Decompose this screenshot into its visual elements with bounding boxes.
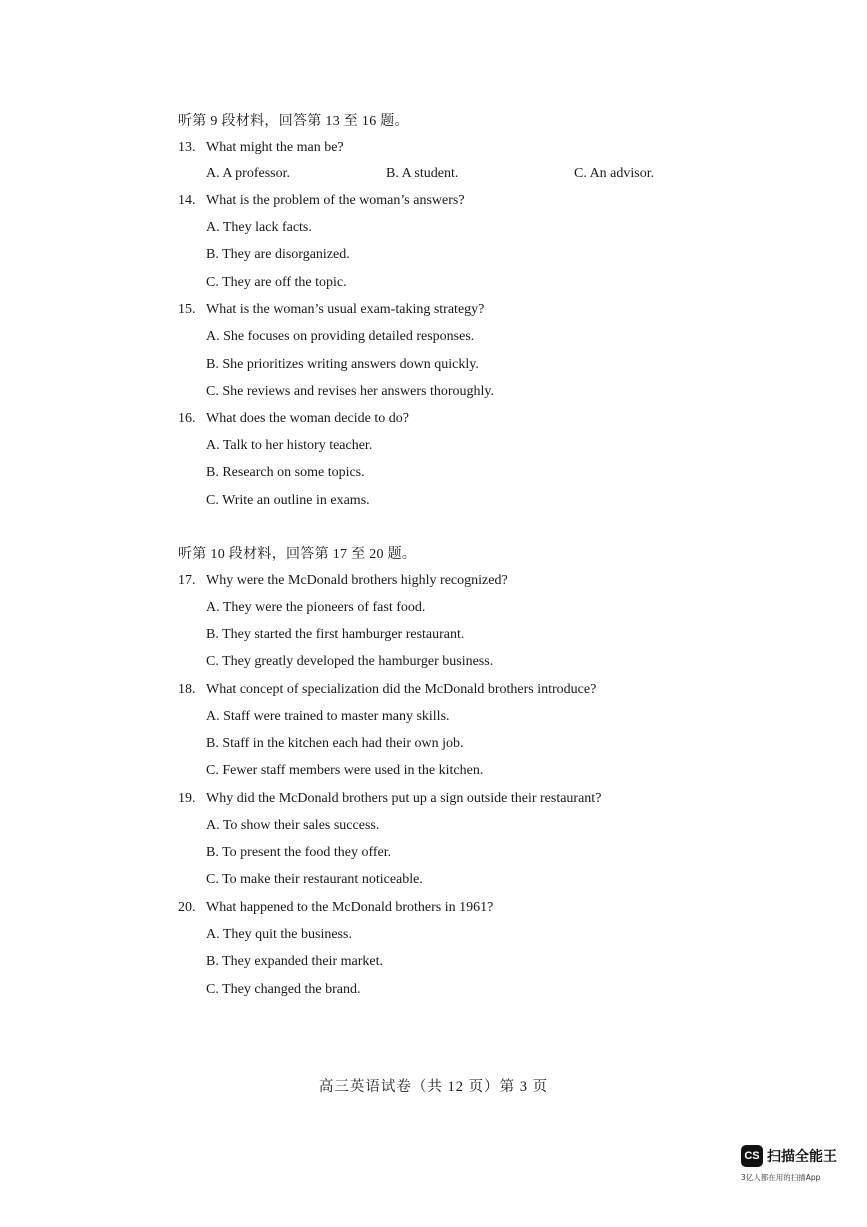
option-c: C. She reviews and revises her answers thoroughly. xyxy=(206,384,494,399)
option-a: A. They lack facts. xyxy=(206,220,312,235)
option-b: B. Staff in the kitchen each had their own job. xyxy=(206,736,464,751)
question-number: 18. xyxy=(178,682,196,697)
option-b: B. She prioritizes writing answers down quickly. xyxy=(206,357,479,372)
question-text: Why were the McDonald brothers highly recognized? xyxy=(206,573,508,588)
option-c: C. To make their restaurant noticeable. xyxy=(206,872,423,887)
option-a: A. They were the pioneers of fast food. xyxy=(206,600,426,615)
question-text: What is the woman’s usual exam-taking strategy? xyxy=(206,302,485,317)
question-number: 19. xyxy=(178,791,196,806)
question-text: What is the problem of the woman’s answers? xyxy=(206,193,465,208)
section-heading: 听第 10 段材料，回答第 17 至 20 题。 xyxy=(178,547,417,562)
option-c: C. Fewer staff members were used in the kitchen. xyxy=(206,763,484,778)
watermark-tagline: 3亿人都在用的扫描App xyxy=(741,1173,821,1182)
question-number: 17. xyxy=(178,573,196,588)
option-b: B. They are disorganized. xyxy=(206,247,350,262)
question-number: 20. xyxy=(178,900,196,915)
question-text: Why did the McDonald brothers put up a sign outside their restaurant? xyxy=(206,791,602,806)
option-a: A. A professor. xyxy=(206,166,290,181)
question-number: 13. xyxy=(178,140,196,155)
option-c: C. An advisor. xyxy=(574,166,655,181)
question-text: What happened to the McDonald brothers in 1961? xyxy=(206,900,494,915)
option-c: C. They greatly developed the hamburger business. xyxy=(206,654,494,669)
question-number: 15. xyxy=(178,302,196,317)
camscanner-logo-icon: CS xyxy=(741,1145,763,1167)
option-b: B. They started the first hamburger restaurant. xyxy=(206,627,465,642)
watermark-app-name: 扫描全能王 xyxy=(767,1149,837,1165)
option-a: A. She focuses on providing detailed responses. xyxy=(206,329,475,344)
question-text: What does the woman decide to do? xyxy=(206,411,409,426)
question-number: 14. xyxy=(178,193,196,208)
option-c: C. They are off the topic. xyxy=(206,275,347,290)
option-b: B. They expanded their market. xyxy=(206,954,384,969)
option-b: B. To present the food they offer. xyxy=(206,845,392,860)
question-text: What concept of specialization did the McDonald brothers introduce? xyxy=(206,682,597,697)
question-number: 16. xyxy=(178,411,196,426)
section-heading: 听第 9 段材料，回答第 13 至 16 题。 xyxy=(178,114,409,129)
option-b: B. Research on some topics. xyxy=(206,465,365,480)
option-c: C. They changed the brand. xyxy=(206,982,361,997)
option-a: A. To show their sales success. xyxy=(206,818,380,833)
option-b: B. A student. xyxy=(386,166,459,181)
option-c: C. Write an outline in exams. xyxy=(206,493,370,508)
option-a: A. Talk to her history teacher. xyxy=(206,438,373,453)
option-a: A. Staff were trained to master many skills. xyxy=(206,709,450,724)
question-text: What might the man be? xyxy=(206,140,344,155)
option-a: A. They quit the business. xyxy=(206,927,352,942)
page-footer: 高三英语试卷（共 12 页）第 3 页 xyxy=(318,1079,549,1095)
